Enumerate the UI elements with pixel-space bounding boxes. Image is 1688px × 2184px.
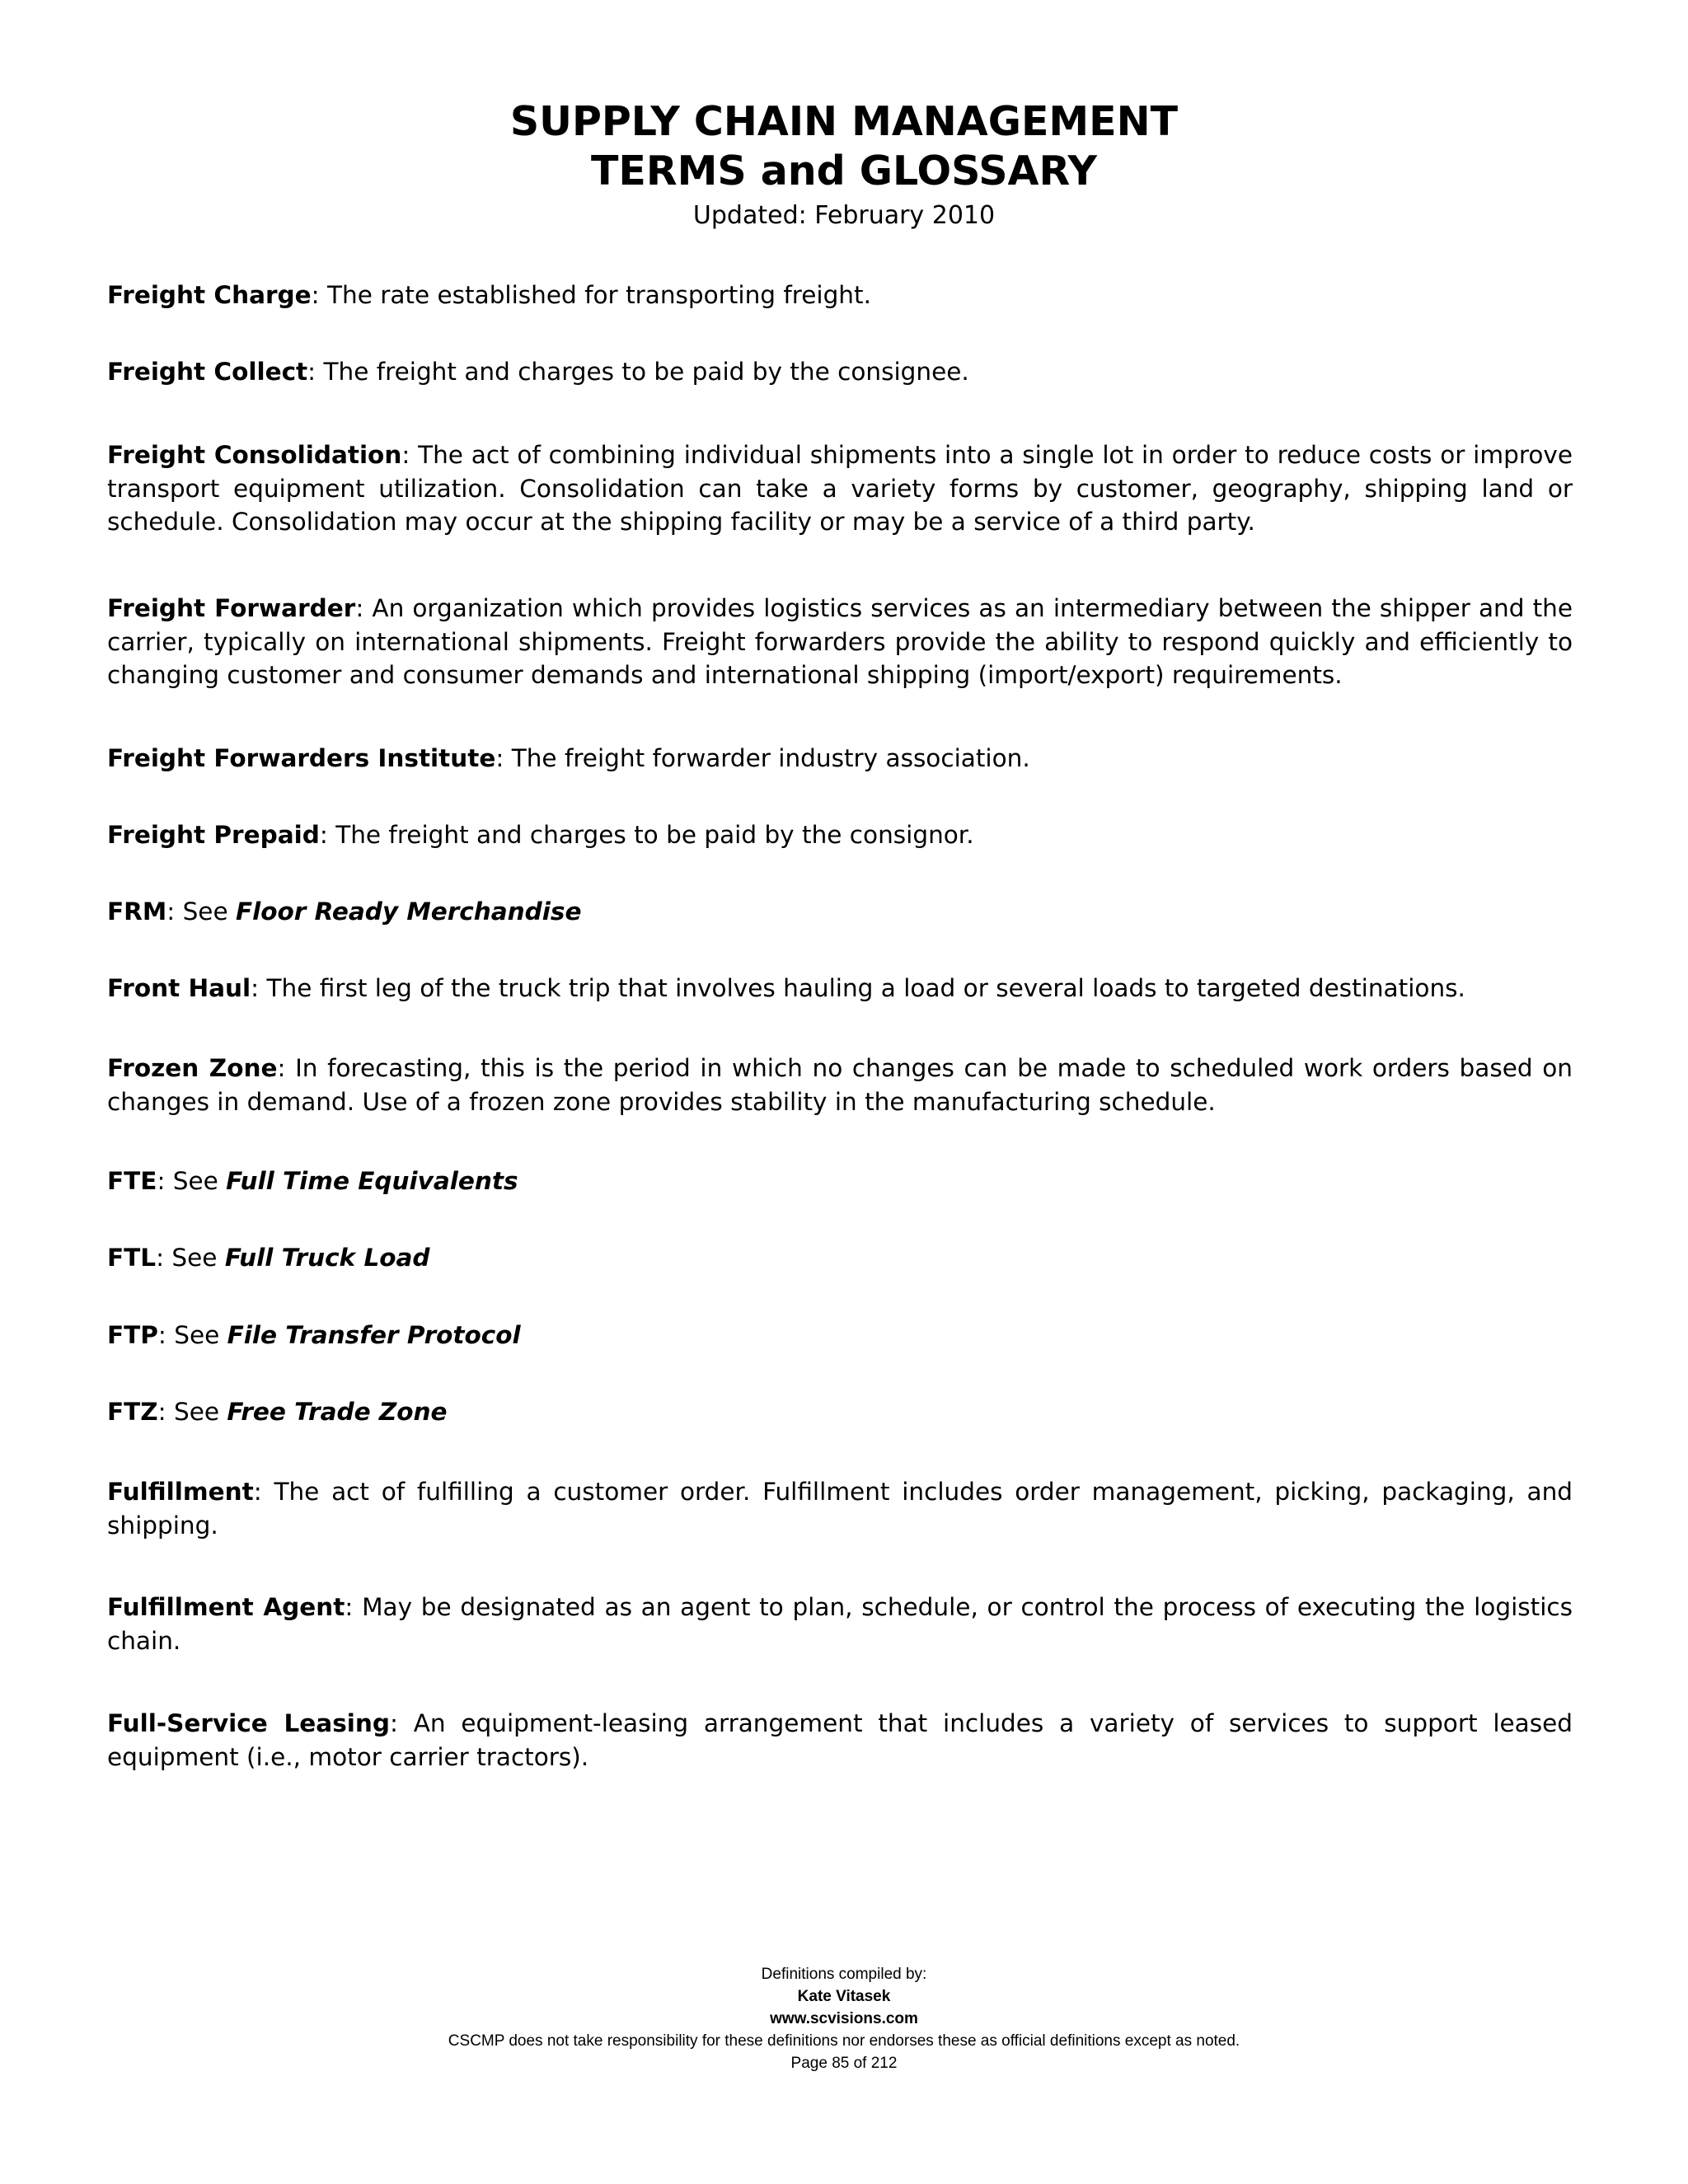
entry-separator: : [156, 1244, 172, 1272]
entry-term: Freight Collect [107, 358, 308, 386]
glossary-entry-freight-forwarder [107, 592, 1573, 692]
glossary-entry-fulfillment-agent [107, 1591, 1573, 1657]
entry-term: Front Haul [107, 974, 251, 1002]
entry-separator: : [355, 594, 373, 622]
title-line-2: TERMS and GLOSSARY [590, 148, 1097, 194]
entry-see: See [172, 1167, 227, 1195]
entry-separator: : [311, 281, 327, 309]
title-line-1: SUPPLY CHAIN MANAGEMENT [509, 98, 1179, 145]
entry-definition: The freight and charges to be paid by the consignor. [335, 821, 974, 849]
document-header [0, 97, 1688, 232]
entry-term: Freight Prepaid [107, 821, 320, 849]
entry-term: Freight Consolidation [107, 441, 402, 469]
entry-term: Frozen Zone [107, 1054, 278, 1082]
entry-term: FTL [107, 1244, 157, 1272]
entry-separator: : [277, 1054, 296, 1082]
entry-cross-reference: Free Trade Zone [227, 1398, 448, 1426]
entry-separator: : [345, 1593, 363, 1621]
entry-term: FTZ [107, 1398, 158, 1426]
footer-disclaimer: CSCMP does not take responsibility for these definitions nor endorses these as official definitions except as noted. [448, 2032, 1240, 2050]
entry-term: Freight Charge [107, 281, 312, 309]
entry-term: Fulfillment Agent [107, 1593, 345, 1621]
glossary-entry-ftz [107, 1395, 1573, 1429]
entry-definition: An equipment-leasing arrangement that includes a variety of services to support leased equipment (i.e., motor carrier tractors). [107, 1709, 1573, 1771]
glossary-entry-frm [107, 895, 1573, 929]
entry-definition: The act of fulfilling a customer order. Fulfillment includes order management, picking, packaging, and shipping. [107, 1478, 1573, 1540]
entry-cross-reference: Full Time Equivalents [226, 1167, 518, 1195]
entry-definition: The first leg of the truck trip that involves hauling a load or several loads to targeted destinations. [266, 974, 1465, 1002]
entry-separator: : [307, 358, 324, 386]
entry-separator: : [157, 1167, 173, 1195]
glossary-entry-full-service-leasing [107, 1707, 1573, 1774]
entry-definition: The freight forwarder industry association. [511, 744, 1030, 772]
glossary-entry-freight-charge [107, 279, 1573, 312]
entry-cross-reference: Floor Ready Merchandise [235, 898, 582, 926]
entry-definition: The rate established for transporting freight. [326, 281, 871, 309]
entry-definition: May be designated as an agent to plan, schedule, or control the process of executing the logistics chain. [107, 1593, 1573, 1655]
glossary-entry-freight-prepaid [107, 818, 1573, 852]
glossary-entry-freight-forwarders-institute [107, 742, 1573, 776]
entry-see: See [174, 1321, 227, 1349]
entry-separator: : [166, 898, 183, 926]
entry-term: FRM [107, 898, 167, 926]
entry-term: Freight Forwarder [107, 594, 356, 622]
entry-term: FTE [107, 1167, 157, 1195]
glossary-entry-frozen-zone [107, 1052, 1573, 1118]
entry-cross-reference: File Transfer Protocol [227, 1321, 521, 1349]
entry-separator: : [319, 821, 336, 849]
glossary-entry-front-haul [107, 972, 1573, 1005]
footer-page-number: Page 85 of 212 [790, 2055, 898, 2072]
entry-see: See [171, 1244, 225, 1272]
footer-compiled-by: Definitions compiled by: [761, 1966, 927, 1983]
glossary-entry-ftl [107, 1241, 1573, 1275]
glossary-entry-freight-consolidation [107, 438, 1573, 539]
footer-website: www.scvisions.com [770, 2010, 918, 2027]
entry-separator: : [495, 744, 512, 772]
entry-definition: The freight and charges to be paid by the consignee. [323, 358, 969, 386]
entry-see: See [182, 898, 236, 926]
entry-separator: : [389, 1709, 414, 1737]
updated-date: Updated: February 2010 [692, 201, 996, 230]
entry-definition: The act of combining individual shipments into a single lot in order to reduce costs or improve transport equipment utilization. Consolidation can take a variety forms by customer, geography, shipping land or schedule. Consolidation may occur at the shipping facility or may be a service of a third party. [107, 441, 1573, 536]
glossary-entry-fte [107, 1165, 1573, 1198]
glossary-entry-fulfillment [107, 1475, 1573, 1542]
entry-separator: : [251, 974, 267, 1002]
entry-term: Freight Forwarders Institute [107, 744, 496, 772]
glossary-entry-freight-collect [107, 355, 1573, 389]
entry-separator: : [401, 441, 419, 469]
footer-author: Kate Vitasek [797, 1988, 891, 2005]
entry-see: See [174, 1398, 227, 1426]
entry-term: FTP [107, 1321, 158, 1349]
entry-separator: : [157, 1398, 174, 1426]
entry-separator: : [157, 1321, 175, 1349]
entry-definition: An organization which provides logistics services as an intermediary between the shipper and the carrier, typically on international shipments. Freight forwarders provide the ability to respond quickly and efficiently to changing customer and consumer demands and international shipping (import/export) requirements. [107, 594, 1573, 689]
page-footer [0, 1963, 1688, 2074]
glossary-entry-ftp [107, 1319, 1573, 1352]
entry-separator: : [253, 1478, 274, 1506]
entry-term: Fulfillment [107, 1478, 254, 1506]
entry-term: Full-Service Leasing [107, 1709, 390, 1737]
entry-cross-reference: Full Truck Load [224, 1244, 430, 1272]
entry-definition: In forecasting, this is the period in which no changes can be made to scheduled work orders based on changes in demand. Use of a frozen zone provides stability in the manufacturing schedule. [107, 1054, 1573, 1116]
